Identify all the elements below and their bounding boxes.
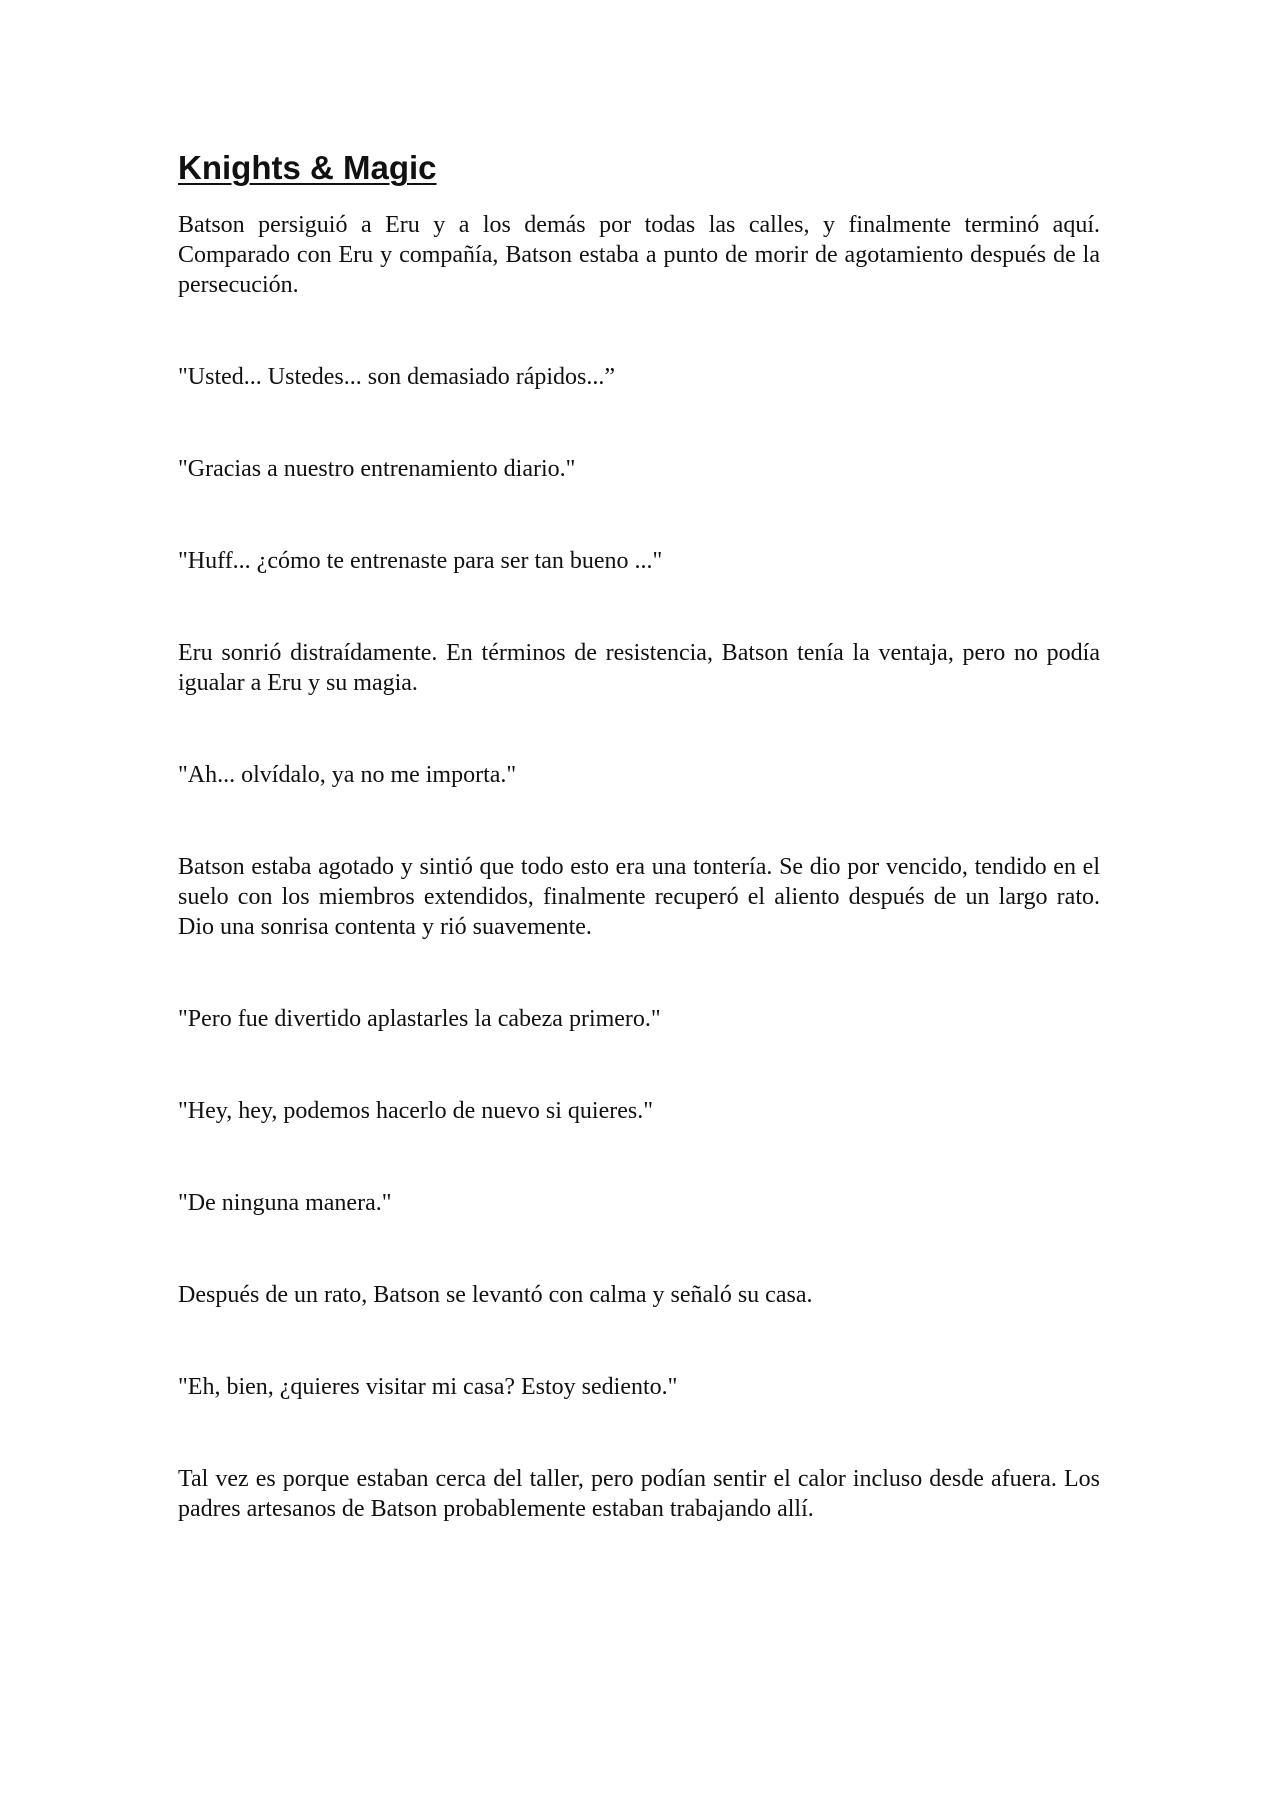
paragraph-2: "Usted... Ustedes... son demasiado rápidos...” [178,363,616,390]
paragraph-9: "Hey, hey, podemos hacerlo de nuevo si quieres." [178,1097,654,1124]
paragraph-8: "Pero fue divertido aplastarles la cabeza primero." [178,1005,661,1032]
paragraph-11: Después de un rato, Batson se levantó con calma y señaló su casa. [178,1281,813,1308]
paragraph-6: "Ah... olvídalo, ya no me importa." [178,761,517,788]
paragraph-3: "Gracias a nuestro entrenamiento diario." [178,455,576,482]
document-page [178,148,1100,1524]
paragraph-4: "Huff... ¿cómo te entrenaste para ser tan bueno ..." [178,547,663,574]
paragraph-10: "De ninguna manera." [178,1189,392,1216]
paragraph-7: Batson estaba agotado y sintió que todo esto era una tontería. Se dio por vencido, tendido en el suelo con los miembros extendidos, finalmente recuperó el aliento después de un largo rato. Dio una sonrisa contenta y rió suavemente. [178,853,1100,940]
paragraph-13: Tal vez es porque estaban cerca del taller, pero podían sentir el calor incluso desde afuera. Los padres artesanos de Batson probablemente estaban trabajando allí. [178,1465,1100,1522]
paragraph-5: Eru sonrió distraídamente. En términos de resistencia, Batson tenía la ventaja, pero no podía igualar a Eru y su magia. [178,639,1100,696]
document-title: Knights & Magic [178,149,437,186]
paragraph-12: "Eh, bien, ¿quieres visitar mi casa? Estoy sediento." [178,1373,678,1400]
paragraph-1: Batson persiguió a Eru y a los demás por todas las calles, y finalmente terminó aquí. Comparado con Eru y compañía, Batson estaba a punto de morir de agotamiento después de la persecución. [178,211,1100,298]
